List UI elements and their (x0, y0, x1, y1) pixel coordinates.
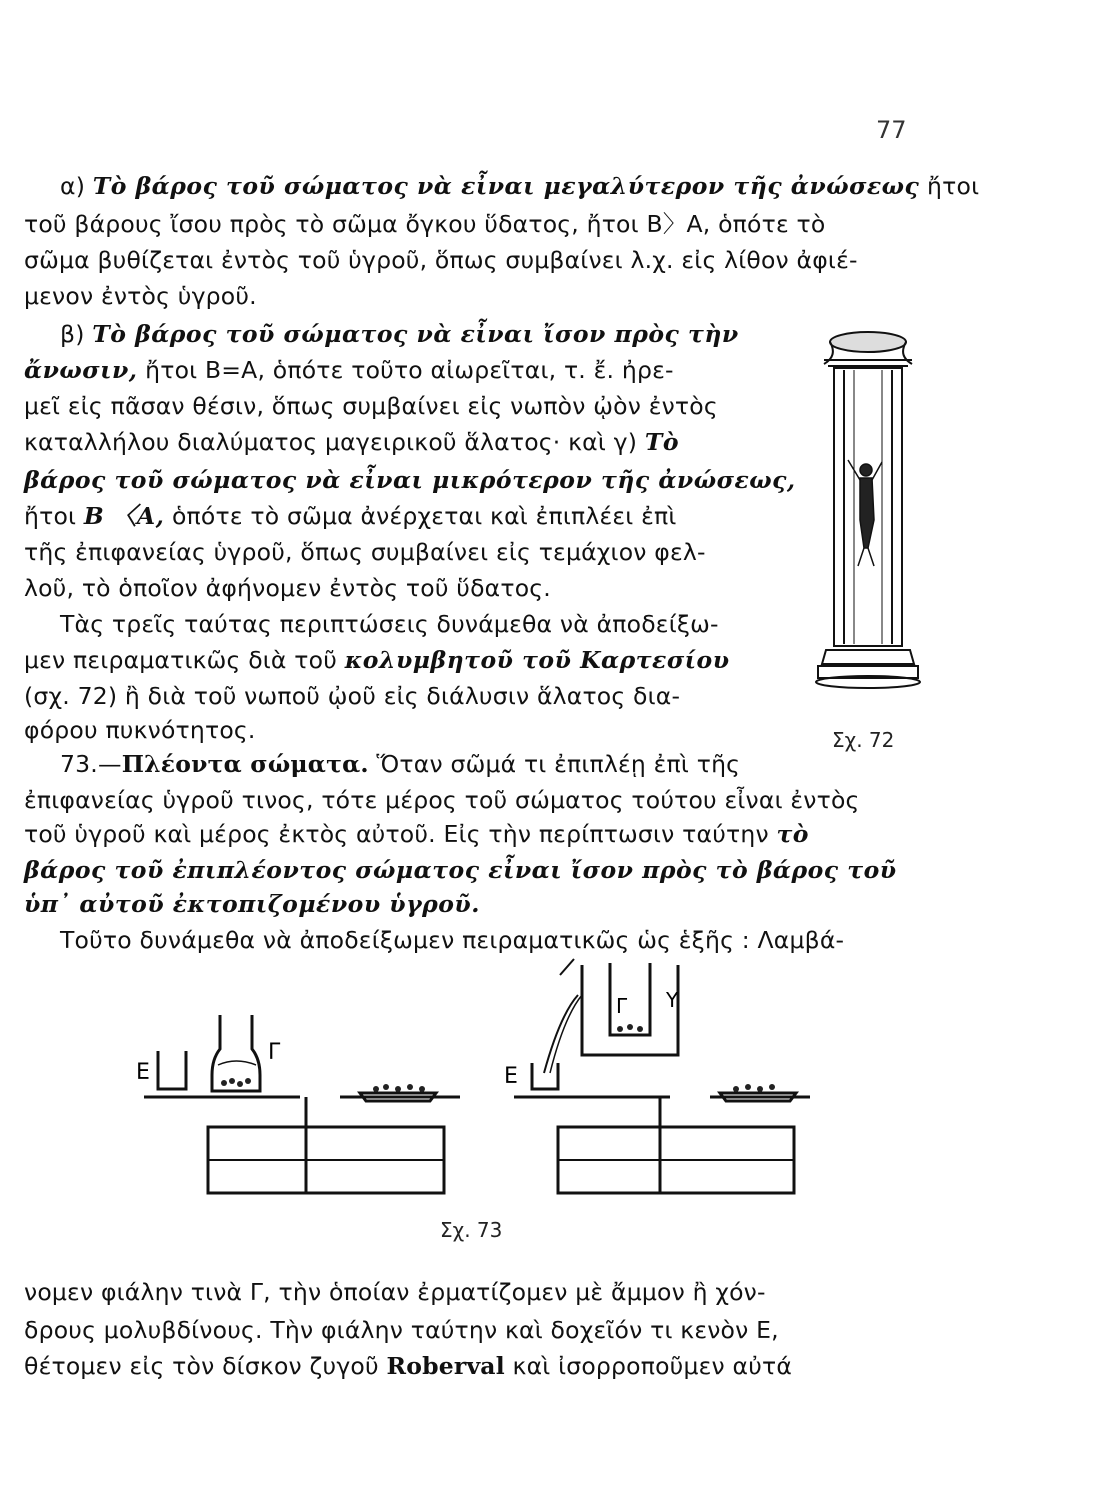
text-run: Τοῦτο δυνάμεθα νὰ ἀποδείξωμεν πειραματικῶς ὡς ἑξῆς : Λαμβά- (60, 926, 845, 954)
text-run: λοῦ, τὸ ὁποῖον ἀφήνομεν ἐντὸς τοῦ ὕδατος. (24, 574, 551, 602)
text-line (24, 924, 970, 956)
text-run: ἤτοι (24, 502, 84, 530)
text-run: τοῦ βάρους ἴσου πρὸς τὸ σῶμα ὄγκου ὕδατος, ἤτοι Β〉Α, ὁπότε τὸ (24, 210, 826, 238)
text-run: β) (60, 320, 93, 348)
label-e-left: Ε (136, 1060, 150, 1085)
text-line (24, 888, 934, 920)
text-line (24, 208, 934, 240)
text-line (24, 318, 830, 350)
diver-icon (848, 460, 882, 566)
text-run: νομεν φιάλην τινὰ Γ, τὴν ὁποίαν ἐρματίζομεν μὲ ἄμμον ἢ χόν- (24, 1278, 766, 1306)
text-run: καταλλήλου διαλύματος μαγειρικοῦ ἅλατος· καὶ γ) (24, 428, 645, 456)
text-run: τῆς ἐπιφανείας ὑγροῦ, ὅπως συμβαίνει εἰς τεμάχιον φελ- (24, 538, 706, 566)
text-line (24, 500, 794, 532)
emphasis-run: Roberval (386, 1352, 505, 1380)
text-line (24, 748, 830, 780)
label-g-left: Γ (268, 1040, 281, 1065)
text-line (24, 426, 794, 458)
balance-experiment-figure (120, 955, 820, 1215)
emphasis-run: Τὸ (644, 428, 679, 456)
label-g-right: Γ (616, 994, 628, 1018)
text-run: καὶ ἰσορροποῦμεν αὐτά (504, 1352, 793, 1380)
text-run: α) (60, 172, 93, 200)
text-line (24, 354, 794, 386)
emphasis-run: τὸ (776, 820, 809, 848)
text-line (24, 572, 794, 604)
text-line (24, 390, 794, 422)
text-line (24, 818, 934, 850)
text-line (24, 536, 794, 568)
text-line (24, 784, 934, 816)
figure-73-caption: Σχ. 73 (440, 1218, 503, 1242)
text-run: μεῖ εἰς πᾶσαν θέσιν, ὅπως συμβαίνει εἰς νωπὸν ᾠὸν ἐντὸς (24, 392, 718, 420)
text-line (24, 280, 934, 312)
text-run: δρους μολυβδίνους. Τὴν φιάλην ταύτην καὶ δοχεῖόν τι κενὸν Ε, (24, 1316, 779, 1344)
text-run: θέτομεν εἰς τὸν δίσκον ζυγοῦ (24, 1352, 387, 1380)
text-line (24, 1276, 934, 1308)
text-line (24, 1314, 934, 1346)
text-run: σῶμα βυθίζεται ἐντὸς τοῦ ὑγροῦ, ὅπως συμβαίνει λ.χ. εἰς λίθον ἀφιέ- (24, 246, 858, 274)
text-run: ὁπότε τὸ σῶμα ἀνέρχεται καὶ ἐπιπλέει ἐπὶ (164, 502, 677, 530)
text-line (24, 464, 794, 496)
emphasis-run: ὑπ᾿ αὐτοῦ ἐκτοπιζομένου ὑγροῦ. (24, 890, 480, 918)
text-line (24, 854, 934, 886)
emphasis-run: ἄνωσιν, (24, 356, 138, 384)
emphasis-run: Τὸ βάρος τοῦ σώματος νὰ εἶναι μεγαλύτερον τῆς ἀνώσεως (92, 172, 920, 200)
text-run: τοῦ ὑγροῦ καὶ μέρος ἐκτὸς αὐτοῦ. Εἰς τὴν περίπτωσιν ταύτην (24, 820, 777, 848)
emphasis-run: Πλέοντα σώματα. (121, 750, 369, 778)
emphasis-run: Τὸ βάρος τοῦ σώματος νὰ εἶναι ἴσον πρὸς τὴν (92, 320, 739, 348)
emphasis-run: βάρος τοῦ σώματος νὰ εἶναι μικρότερον τῆς ἀνώσεως, (24, 466, 796, 494)
text-run: Ὅταν σῶμά τι ἐπιπλέῃ ἐπὶ τῆς (368, 750, 741, 778)
text-line (24, 644, 794, 676)
text-run: φόρου πυκνότητος. (24, 716, 256, 744)
emphasis-run: βάρος τοῦ ἐπιπλέοντος σώματος εἶναι ἴσον πρὸς τὸ βάρος τοῦ (24, 856, 897, 884)
text-run: ἤτοι (919, 172, 980, 200)
text-run: 73.— (60, 750, 122, 778)
text-run: ἤτοι Β=Α, ὁπότε τοῦτο αἰωρεῖται, τ. ἔ. ἠρε- (137, 356, 674, 384)
emphasis-run: κολυμβητοῦ τοῦ Καρτεσίου (344, 646, 730, 674)
text-line (24, 680, 794, 712)
text-line (24, 608, 830, 640)
text-run: μεν πειραματικῶς διὰ τοῦ (24, 646, 345, 674)
text-run: (σχ. 72) ἢ διὰ τοῦ νωποῦ ᾠοῦ εἰς διάλυσιν ἅλατος δια- (24, 682, 681, 710)
cartesian-diver-figure (808, 320, 928, 710)
figure-72-caption: Σχ. 72 (832, 728, 895, 752)
page-number: 77 (876, 116, 907, 144)
text-run: ἐπιφανείας ὑγροῦ τινος, τότε μέρος τοῦ σώματος τούτου εἶναι ἐντὸς (24, 786, 860, 814)
emphasis-run: Β 〈Α, (83, 502, 165, 530)
label-y-right: Υ (666, 988, 679, 1012)
text-line (24, 714, 794, 746)
text-run: Τὰς τρεῖς ταύτας περιπτώσεις δυνάμεθα νὰ ἀποδείξω- (60, 610, 719, 638)
text-line (24, 170, 980, 202)
text-line (24, 1350, 934, 1382)
text-run: μενον ἐντὸς ὑγροῦ. (24, 282, 257, 310)
label-e-right: Ε (504, 1064, 518, 1089)
text-line (24, 244, 934, 276)
